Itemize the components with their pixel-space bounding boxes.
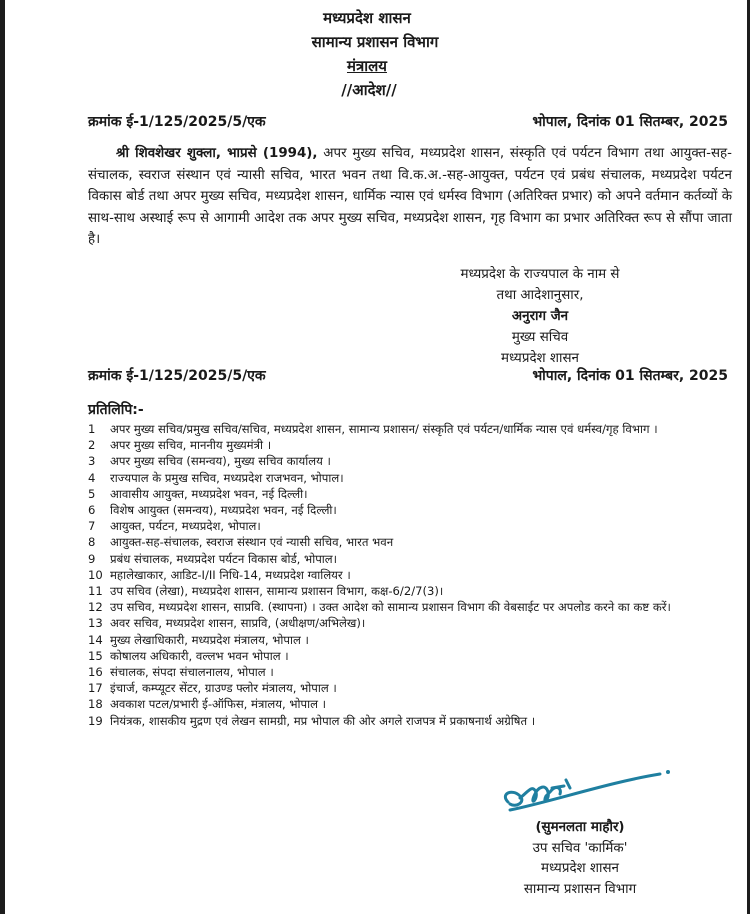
item-number: 3 — [88, 454, 96, 469]
copy-recipient-item — [88, 502, 738, 518]
copy-recipient-item — [88, 534, 738, 550]
item-text: आवासीय आयुक्त, मध्यप्रदेश भवन, नई दिल्ली। — [110, 486, 308, 501]
copy-recipient-item — [88, 680, 738, 696]
item-text: महालेखाकार, आडिट-I/II निधि-14, मध्यप्रदेश ग्वालियर । — [110, 567, 351, 582]
item-number: 16 — [88, 665, 103, 680]
item-number: 6 — [88, 503, 96, 518]
item-text: विशेष आयुक्त (समन्वय), मध्यप्रदेश भवन, नई दिल्ली। — [110, 503, 337, 518]
item-number: 12 — [88, 600, 103, 615]
item-number: 17 — [88, 681, 103, 696]
order-body — [88, 143, 732, 251]
item-number: 8 — [88, 535, 96, 550]
copy-recipient-item — [88, 421, 738, 437]
item-text: उप सचिव, मध्यप्रदेश शासन, साप्रवि. (स्थापना) । उक्त आदेश को सामान्य प्रशासन विभाग की वेबसाईट पर अपलोड करने का कष्ट करें। — [110, 600, 671, 615]
signatory-block-chief-secretary — [430, 264, 650, 369]
signatory2-department: सामान्य प्रशासन विभाग — [523, 881, 637, 897]
item-text: आयुक्त-सह-संचालक, स्वराज संस्थान एवं न्यासी सचिव, भारत भवन — [110, 535, 394, 550]
signatory-block-deputy-secretary — [470, 818, 690, 900]
copy-heading: प्रतिलिपि:- — [88, 402, 144, 418]
item-text: अपर मुख्य सचिव/प्रमुख सचिव/सचिव, मध्यप्रदेश शासन, सामान्य प्रशासन/ संस्कृति एवं पर्यटन/धार्मिक न्यास एवं धर्मस्व/गृह विभाग । — [110, 422, 658, 436]
signature-image — [490, 762, 680, 822]
header-department: सामान्य प्रशासन विभाग — [311, 33, 439, 51]
item-number: 15 — [88, 648, 103, 663]
copy-recipient-item — [88, 599, 738, 615]
header-ministry: मंत्रालय — [346, 57, 387, 75]
item-number: 1 — [88, 422, 96, 436]
officer-name: श्री शिवशेखर शुक्ला, भाप्रसे (1994), — [116, 146, 318, 161]
signatory2-designation: उप सचिव 'कार्मिक' — [532, 840, 628, 856]
item-number: 10 — [88, 567, 103, 582]
order-place-date: भोपाल, दिनांक 01 सितम्बर, 2025 — [532, 114, 728, 130]
item-number: 18 — [88, 697, 103, 712]
copy-recipient-item — [88, 632, 738, 648]
item-text: अवकाश पटल/प्रभारी ई-ऑफिस, मंत्रालय, भोपाल । — [110, 697, 327, 712]
header-government: मध्यप्रदेश शासन — [323, 9, 411, 27]
item-number: 7 — [88, 519, 96, 534]
item-number: 5 — [88, 486, 96, 501]
copy-recipient-item — [88, 551, 738, 567]
signatory-name: अनुराग जैन — [511, 309, 569, 324]
item-text: अपर मुख्य सचिव (समन्वय), मुख्य सचिव कार्यालय । — [110, 454, 331, 469]
item-number: 13 — [88, 616, 103, 631]
item-text: संचालक, संपदा संचालनालय, भोपाल । — [110, 665, 274, 680]
copy-recipient-item — [88, 518, 738, 534]
item-text: नियंत्रक, शासकीय मुद्रण एवं लेखन सामग्री, मप्र भोपाल की ओर अगले राजपत्र में प्रकाषनार्थ अग्रेषित । — [110, 713, 536, 728]
item-text: अपर मुख्य सचिव, माननीय मुख्यमंत्री । — [110, 438, 272, 453]
item-text: अवर सचिव, मध्यप्रदेश शासन, साप्रवि, (अधीक्षण/अभिलेख)। — [110, 616, 366, 631]
signatory-designation: मुख्य सचिव — [511, 330, 569, 345]
signatory2-office: मध्यप्रदेश शासन — [541, 861, 619, 876]
handwritten-signature-icon — [490, 762, 680, 822]
signatory-office: मध्यप्रदेश शासन — [501, 351, 579, 366]
copy-recipient-item — [88, 470, 738, 486]
item-number: 2 — [88, 438, 96, 453]
item-text: आयुक्त, पर्यटन, मध्यप्रदेश, भोपाल। — [110, 519, 261, 534]
item-number: 19 — [88, 713, 103, 728]
copy-recipient-item — [88, 648, 738, 664]
copy-recipient-item — [88, 486, 738, 502]
signatory-line1: मध्यप्रदेश के राज्यपाल के नाम से — [460, 267, 620, 282]
item-number: 4 — [88, 470, 96, 485]
copy-recipient-list — [88, 421, 738, 729]
copy-recipient-item — [88, 583, 738, 599]
item-text: राज्यपाल के प्रमुख सचिव, मध्यप्रदेश राजभवन, भोपाल। — [110, 470, 344, 485]
signatory-line2: तथा आदेशानुसार, — [496, 288, 584, 303]
copy-ref-number: क्रमांक ई-1/125/2025/5/एक — [88, 368, 266, 384]
item-number: 11 — [88, 584, 103, 599]
copy-recipient-item — [88, 567, 738, 583]
item-text: कोषालय अधिकारी, वल्लभ भवन भोपाल । — [110, 648, 289, 663]
item-text: उप सचिव (लेखा), मध्यप्रदेश शासन, सामान्य प्रशासन विभाग, कक्ष-6/2/7(3)। — [110, 584, 444, 599]
item-text: प्रबंध संचालक, मध्यप्रदेश पर्यटन विकास बोर्ड, भोपाल। — [110, 551, 338, 566]
copy-recipient-item — [88, 696, 738, 712]
copy-recipient-item — [88, 453, 738, 469]
order-ref-number: क्रमांक ई-1/125/2025/5/एक — [88, 114, 266, 130]
order-body-text: अपर मुख्य सचिव, मध्यप्रदेश शासन, संस्कृति एवं पर्यटन विभाग तथा आयुक्त-सह-संचालक, स्वराज संस्थान एवं न्यासी सचिव, भारत भवन तथा वि.क.अ.-सह-आयुक्त, पर्यटन एवं प्रबंध संचालक, मध्यप्रदेश पर्यटन विकास बोर्ड तथा अपर मुख्य सचिव, मध्यप्रदेश शासन, धार्मिक न्यास एवं धर्मस्व विभाग (अतिरिक्त प्रभार) को अपने वर्तमान कर्तव्यों के साथ-साथ अस्थाई रूप से आगामी आदेश तक अपर मुख्य सचिव, मध्यप्रदेश शासन, गृह विभाग का प्रभार अतिरिक्त रूप से सौंपा जाता है। — [88, 146, 732, 247]
item-number: 9 — [88, 551, 96, 566]
copy-recipient-item — [88, 664, 738, 680]
copy-recipient-item — [88, 437, 738, 453]
copy-recipient-item — [88, 713, 738, 729]
copy-recipient-item — [88, 615, 738, 631]
item-text: इंचार्ज, कम्प्यूटर सेंटर, ग्राउण्ड फ्लोर मंत्रालय, भोपाल । — [110, 681, 337, 696]
signatory2-name: (सुमनलता माहौर) — [535, 820, 625, 835]
header-order-title: //आदेश// — [341, 81, 397, 99]
item-text: मुख्य लेखाधिकारी, मध्यप्रदेश मंत्रालय, भोपाल । — [110, 632, 309, 647]
copy-place-date: भोपाल, दिनांक 01 सितम्बर, 2025 — [532, 368, 728, 384]
item-number: 14 — [88, 632, 103, 647]
